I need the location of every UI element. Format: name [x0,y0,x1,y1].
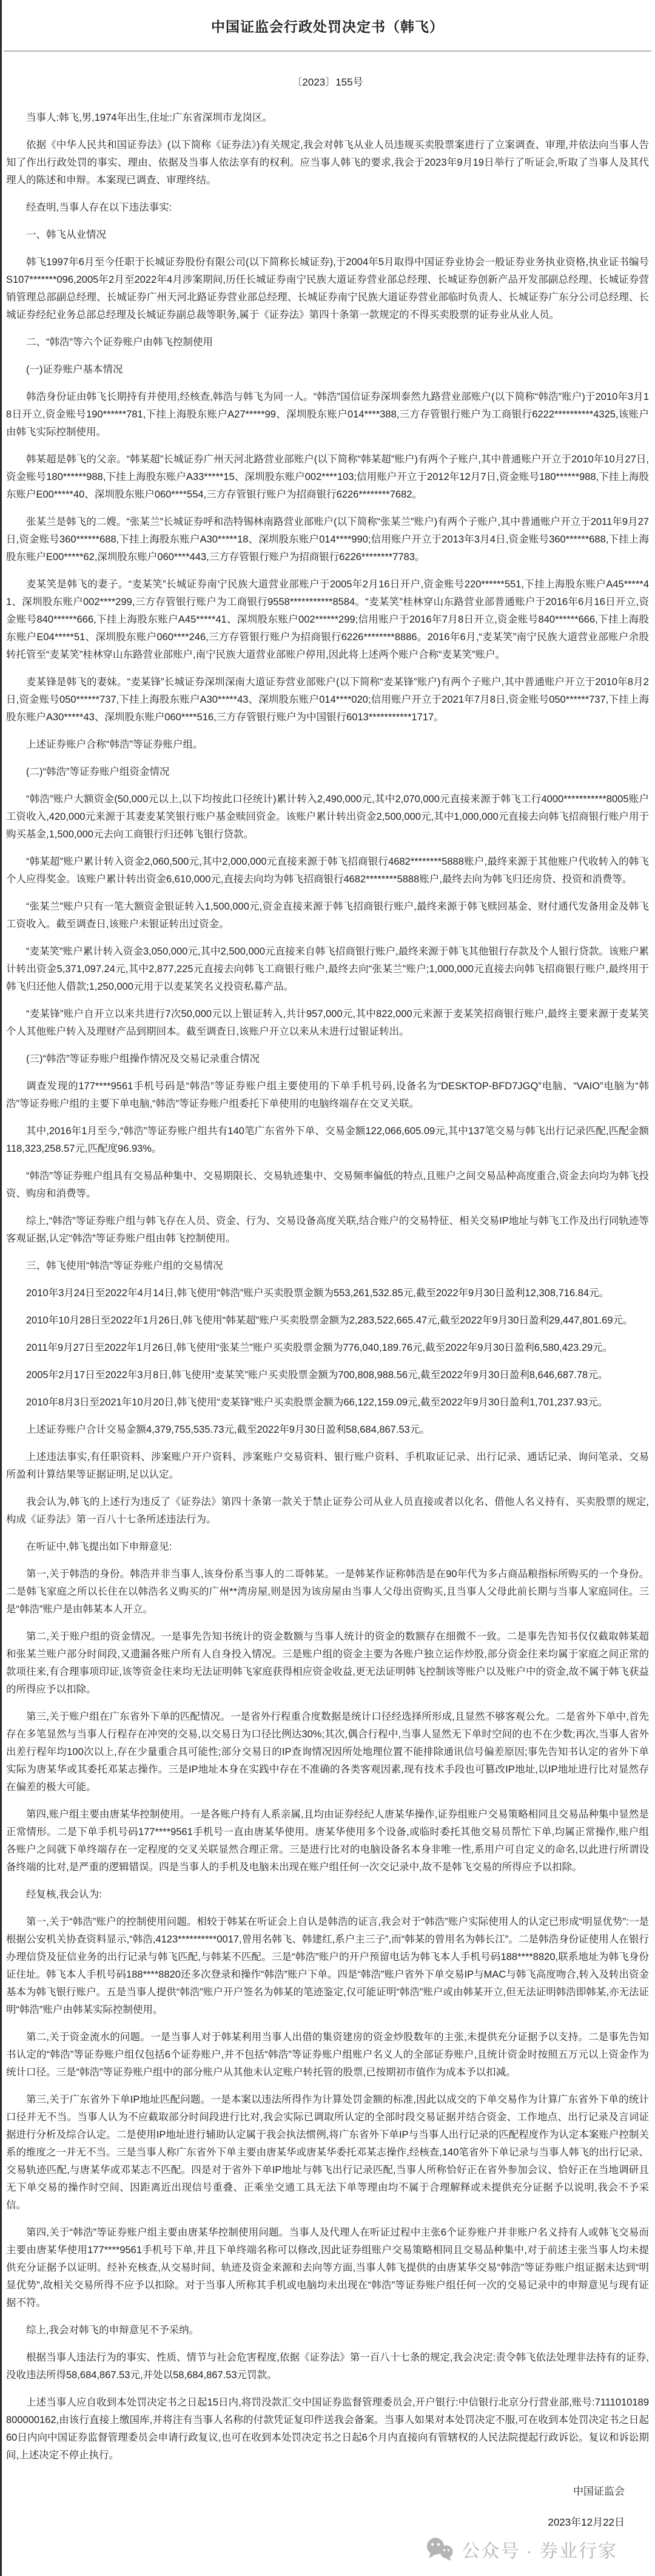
paragraph: 2010年10月28日至2022年1月26日,韩飞使用“韩某超”账户买卖股票金额为2,283,522,665.47元,截至2022年9月30日盈利29,447,801.69元。 [26,1315,633,1326]
paragraph: 麦某锋是韩飞的妻妹。“麦某锋”长城证券深圳深南大道证券营业部账户(以下简称“麦某锋”账户)有两个子账户,其中普通账户开立于2010年8月2日,资金账号050******737,下挂上海股东账户A30*****43、深圳股东账户014****020;信用账户开立于2021年7月8日,资金账号050******737,下挂上海股东账户A30*****43、深圳股东账户060****516,三方存管银行账户为中国银行6013***********1717。 [6,677,649,723]
paragraph: 在听证中,韩飞提出如下申辩意见: [26,1541,172,1552]
paragraph: 第三,关于广东省外下单IP地址匹配问题。一是本案以违法所得作为计算处罚金额的标准,因此以成交的下单交易作为计算广东省外下单的统计口径并无不当。当事人认为不应截取部分时间段进行比对,我会实际已调取所认定的全部时段交易证据并结合资金、工作地点、出行记录及言词证据进行分析及综合认定。二是使用IP地址进行辅助认定属于我会执法惯例,将广东省外下单IP与当事人出行记录的匹配程度作为认定本案账户控制关系的维度之一并无不当。三是当事人称广东省外下单主要由唐某华或唐某华委托邓某志操作,经核查,140笔省外下单记录与当事人韩飞的出行记录、交易轨迹匹配,与唐某华或邓某志不匹配。四是对于省外下单IP地址与韩飞出行记录匹配,当事人所称恰好正在省外参加会议、恰好正在当地调研且无下单交易的操作时空间、因距离近出现信号重叠、正乘坐交通工具无法下单等理由均不属于合理解释或未提供充分证据予以说明,我会不予采信。 [6,2094,649,2211]
paragraph: 第一,关于“韩浩”账户的控制使用问题。相较于韩某在听证会上自认是韩浩的证言,我会对于“韩浩”账户实际使用人的认定已形成“明显优势”:一是根据公安机关协查资料显示,“韩浩,4123**********0017,曾用名韩飞、韩建红,系户主三子”,而“韩某的曾用名为韩长江”。二是韩浩身份证使用人在银行办理信贷及征信业务的出行记录与韩飞匹配,与韩某不匹配。三是“韩浩”账户的开户预留电话为韩飞本人手机号码188****8820,联系地址为韩飞身份证住址。韩飞本人手机号码188****8820还多次登录和操作“韩浩”账户下单。四是“韩浩”账户省外下单交易IP与MAC与韩飞高度吻合,转入及转出资金基本为韩飞银行账户。五是当事人提供“韩浩”账户开户签名为韩某的笔迹鉴定,仅可能证明“韩浩”账户或由韩某开立,但无法证明韩浩即韩某,亦无法证明“韩浩”账户由韩某实际控制使用。 [6,1916,649,2015]
paragraph: (三)“韩浩”等证券账户组操作情况及交易记录重合情况 [26,1053,260,1064]
paragraph: 我会认为,韩飞的上述行为违反了《证券法》第四十条第一款关于禁止证券公司从业人员直接或者以化名、借他人名义持有、买卖股票的规定,构成《证券法》第一百八十七条所述违法行为。 [6,1496,649,1525]
document-body [0,89,655,2464]
paragraph: 第二,关于账户组的资金情况。一是事先告知书统计的资金数额与当事人统计的资金的数额存在细微不一致。二是事先告知书仅仅截取韩某超和张某兰账户部分时间段,又遗漏各账户所有人自身投入情况。三是账户组的资金主要为各账户独立运作炒股,部分资金往来均属于家庭之间正常的款项往来,有合理事项印证,该等资金往来均无法证明韩飞家庭获得相应资金收益,更无法证明韩飞控制该等账户以及账户中的资金,故不属于韩飞获益的所得应予以扣除。 [6,1631,649,1695]
paragraph: 依据《中华人民共和国证券法》(以下简称《证券法》)有关规定,我会对韩飞从业人员违规买卖股票案进行了立案调查、审理,并依法向当事人告知了作出行政处罚的事实、理由、依据及当事人依法享有的权利。应当事人韩飞的要求,我会于2023年9月19日举行了听证会,听取了当事人及其代理人的陈述和申辩。本案现已调查、审理终结。 [6,140,649,186]
paragraph: 韩浩身份证由韩飞长期持有并使用,经核查,韩浩与韩飞为同一人。“韩浩”国信证券深圳泰然九路营业部账户(以下简称“韩浩”账户)于2010年3月18日开立,资金账号190******781,下挂上海股东账户A27*****99、深圳股东账户014****388,三方存管银行账户为工商银行6222**********4325,该账户由韩飞实际控制使用。 [6,391,649,438]
document-footer [0,2483,655,2563]
paragraph: 上述违法事实,有任职资料、涉案账户开户资料、涉案账户交易资料、银行账户资料、手机取证记录、出行记录、通话记录、询问笔录、交易所盈利计算结果等证据证明,足以认定。 [6,1452,649,1480]
paragraph: 其中,2016年1月至今,“韩浩”等证券账户组共有140笔广东省外下单、交易金额122,066,605.09元,其中137笔交易与韩飞出行记录匹配,匹配金额118,323,258.57元,匹配度96.93%。 [6,1126,649,1154]
paragraph: 当事人:韩飞,男,1974年出生,住址:广东省深圳市龙岗区。 [26,112,273,123]
issue-date: 2023年12月22日 [548,2517,625,2528]
paragraph: 第四,关于“韩浩”等证券账户组主要由唐某华控制使用问题。当事人及代理人在听证过程中主张6个证券账户并非账户名义持有人或韩飞交易而主要由唐某华使用177****9561手机号下单,并且下单终端名称可以修改,因此证券组账户交易策略相同且交易品种集中,对于前述主张当事人均未提供充分证据予以证明。经补充核查,从交易时间、轨迹及资金来源和去向等方面,当事人韩飞提供的由唐某华交易“韩浩”等证券账户组证据未达到“明显优势”,故相关交易所得不应予以扣除。对于当事人所称其手机或电脑均未出现在“韩浩”等证券账户组任何一次的交易记录中的申辩意见与现有证据不符。 [6,2227,649,2308]
paragraph: 三、韩飞使用“韩浩”等证券账户组的交易情况 [26,1260,223,1271]
paragraph: 韩飞1997年6月至今任职于长城证券股份有限公司(以下简称长城证券),于2004年5月取得中国证券业协会一般证券业务执业资格,执业证书编号S107*******096,2005年2月至2022年4月涉案期间,历任长城证券南宁民族大道证券营业部总经理、长城证券创新产品开发部副总经理、长城证券营销管理总部副总经理、长城证券广州天河北路证券营业部总经理、长城证券南宁民族大道证券营业部临时负责人、长城证券广东分公司总经理、长城证券经纪业务总部总经理及长城证券副总裁等职务,属于《证券法》第四十条第一款规定的不得买卖股票的证券业从业人员。 [6,257,649,320]
scan-edge-artifact [0,0,2,2576]
paragraph: 综上,“韩浩”等证券账户组与韩飞存在人员、资金、行为、交易设备高度关联,结合账户的交易特征、相关交易IP地址与韩飞工作及出行同轨迹等客观证据,认定“韩浩”等证券账户组由韩飞控制使用。 [6,1215,649,1244]
paragraph: 第四,账户组主要由唐某华控制使用。一是各账户持有人系亲属,且均由证券经纪人唐某华操作,证券组账户交易策略相同且交易品种集中显然是正常情形。二是下单手机号码177****9561手机号一直由唐某华使用。唐某华使用多个设备,或临时委托其他交易员帮忙下单,均属正常操作,账户组各账户之间就下单终端存在一定程度的交叉关联显然合理正常。三是进行比对的电脑设备名本身非唯一性,系用户可自定义的命名,以此进行所谓设备终端的比对,是严重的逻辑错误。四是当事人的手机及电脑未出现在账户组任何一次交记录中,故不是韩飞交易的所得应予以扣除。 [6,1809,649,1873]
paragraph: 上述证券账户合称“韩浩”等证券账户组。 [26,739,203,750]
watermark [6,2536,649,2563]
paragraph: 经复核,我会认为: [26,1889,102,1900]
paragraph: “麦某笑”账户累计转入资金3,050,000元,其中2,500,000元直接来自韩飞招商银行账户,最终来源于韩飞其他银行存款及个人银行贷款。该账户累计转出资金5,371,097.24元,其中2,877,225元直接去向韩飞工商银行账户,最终去向“张某兰”账户;1,000,000元直接去向韩飞招商银行账户,最终用于韩飞归还他人借款;1,250,000元用于以麦某笑名义投资私募产品。 [6,946,649,992]
paragraph: “张某兰”账户只有一笔大额资金银证转入1,500,000元,资金直接来源于韩飞招商银行账户,最终来源于韩飞赎回基金、财付通代发备用金及韩飞工资收入。截至调查日,该账户未银证转出过资金。 [6,901,649,930]
watermark-text: 公众号 · 券业行家 [462,2541,617,2561]
paragraph: 2010年3月24日至2022年4月14日,韩飞使用“韩浩”账户买卖股票金额为553,261,532.85元,截至2022年9月30日盈利12,308,716.84元。 [26,1288,610,1299]
paragraph: 综上,我会对韩飞的申辩意见不予采纳。 [26,2325,200,2336]
paragraph: 二、“韩浩”等六个证券账户由韩飞控制使用 [26,337,213,348]
paragraph: 第一,关于韩浩的身份。韩浩并非当事人,该身份系当事人的二哥韩某。一是韩某作证称韩浩是在90年代为多占商品粮指标所购买的一个身份。二是韩飞家庭之所以长住在以韩浩名义购买的广州**湾房屋,则是因为该房屋由当事人父母出资购买,且当事人父母此前长期与当事人家庭同住。三是“韩浩”账户是由韩某本人开立。 [6,1569,649,1615]
paragraph: (二)“韩浩”等证券账户组资金情况 [26,766,170,777]
page-title: 中国证监会行政处罚决定书（韩飞） [211,19,444,35]
paragraph: 第二,关于资金流水的问题。一是当事人对于韩某利用当事人出借的集资建房的资金炒股数年的主张,未提供充分证据予以支持。二是事先告知书认定的“韩浩”等证券账户组仅包括6个证券账户,并不包括“韩浩”等证券账户组账户名义人的全部证券账户,且统计资金时按照五万元以上资金作为统计口径。三是“韩浩”等证券账户组中的部分账户从其他未认定账户转托管的股票,已按期初市值作为成本予以扣减。 [6,2032,649,2078]
paragraph: (一)证券账户基本情况 [26,364,123,375]
paragraph: 上述证券账户合计交易金额4,379,755,535.73元,截至2022年9月30日盈利58,684,867.53元。 [26,1424,430,1435]
paragraph: 第三,关于账户组在广东省外下单的匹配情况。一是省外行程重合度数据是统计口径经选择所形成,且显然不够客观公允。二是省外下单中,首先存在多笔显然与当事人行程存在冲突的交易,以交易日为口径比例达30%;其次,偶合行程中,当事人显然无下单时空间的也不在少数;再次,当事人省外出差行程年均100次以上,存在少量重合具可能性;部分交易日的IP查询情况因所处地理位置不能排除通讯信号偏差原因;事先告知书认定的省外下单实际为唐某华或其委托邓某志操作。三是IP地址本身在实践中存在不准确的各类客观因素,现有技术手段也可篡改IP地址,以IP地址进行比对显然存在偏差的极大可能。 [6,1711,649,1793]
paragraph: 根据当事人违法行为的事实、性质、情节与社会危害程度,依据《证券法》第一百八十七条的规定,我会决定:责令韩飞依法处理非法持有的证券,没收违法所得58,684,867.53元,并处以58,684,867.53元罚款。 [6,2352,649,2381]
paragraph: 2005年2月17日至2022年3月8日,韩飞使用“麦某笑”账户买卖股票金额为700,808,988.56元,截至2022年9月30日盈利8,646,687.78元。 [26,1370,608,1381]
paragraph: “韩浩”账户大额资金(50,000元以上,以下均按此口径统计)累计转入2,490,000元,其中2,070,000元直接来源于韩飞工行4000***********8005账户工资收入,420,000元来源于其妻麦某笑银行账户基金赎回资金。该账户累计转出资金2,500,000元,其中1,000,000元直接去向韩飞招商银行账户用于购买基金,1,500,000元去向工商银行归还韩飞银行贷款。 [6,794,649,840]
paragraph: “韩某超”账户累计转入资金2,060,500元,其中2,000,000元直接来源于韩飞招商银行4682********5888账户,最终来源于其他账户代收转入的韩飞个人应得奖金。该账户累计转出资金6,610,000元,直接去向均为韩飞招商银行4682********5888账户,最终去向为韩飞归还房贷、投资和消费等。 [6,856,649,885]
title-divider [4,50,651,52]
paragraph: 一、韩飞从业情况 [26,229,106,240]
paragraph: 麦某笑是韩飞的妻子。“麦某笑”长城证券南宁民族大道营业部账户于2005年2月16日开户,资金账号220******551,下挂上海股东账户A45*****41、深圳股东账户002****299,三方存管银行账户为工商银行9558***********8584。“麦某笑”桂林穿山东路营业部普通账户于2016年6月16日开立,资金账号840******666,下挂上海股东账户A45*****41、深圳股东账户002******299;信用账户于2016年7月8日开立,资金账号840******666,下挂上海股东账户E04*****51、深圳股东账户060****246,三方存管银行账户为招商银行6226********8886。2016年6月,“麦某笑”南宁民族大道营业部账户余股转托管至“麦某笑”桂林穿山东路营业部账户,南宁民族大道营业部账户停用,因此将上述两个账户合称“麦某笑”账户。 [6,579,649,660]
paragraph: “麦某锋”账户自开立以来共进行7次50,000元以上银证转入,共计957,000元,其中822,000元来源于麦某笑招商银行账户,最终主要来源于麦某笑个人其他账户转入及理财产品到期回本。截至调查日,该账户开立以来从未进行过银证转出。 [6,1009,649,1037]
paragraph: 调查发现的177****9561手机号码是“韩浩”等证券账户组主要使用的下单手机号码,设备名为“DESKTOP-BFD7JGQ”电脑、“VAIO”电脑为“韩浩”等证券账户组的主要下单电脑,“韩浩”等证券账户组委托下单使用的电脑终端存在交叉关联。 [6,1081,649,1109]
paragraph: 2011年9月27日至2022年1月26日,韩飞使用“张某兰”账户买卖股票金额为776,040,189.76元,截至2022年9月30日盈利6,580,423.29元。 [26,1342,613,1353]
wechat-icon [425,2537,454,2561]
issuer-signature: 中国证监会 [573,2486,625,2497]
paragraph: “韩浩”等证券账户组具有交易品种集中、交易期限长、交易轨迹集中、交易频率偏低的特点,且账户之间交易品种高度重合,资金去向均为韩飞投资、购房和消费等。 [6,1171,649,1199]
paragraph: 经查明,当事人存在以下违法事实: [26,202,172,213]
paragraph: 韩某超是韩飞的父亲。“韩某超”长城证券广州天河北路营业部账户(以下简称“韩某超”账户)有两个子账户,其中普通账户开立于2010年10月27日,资金账号180******988,下挂上海股东账户A33*****15、深圳股东账户002****103;信用账户开立于2012年12月7日,资金账号180******988,下挂上海股东账户E00*****40、深圳股东账户060****554,三方存管银行账户为招商银行6226********7682。 [6,454,649,500]
paragraph: 上述当事人应自收到本处罚决定书之日起15日内,将罚没款汇交中国证券监督管理委员会,开户银行:中信银行北京分行营业部,账号:7111010189800000162,由该行直接上缴国库,并将注有当事人名称的付款凭证复印件送我会备案。当事人如果对本处罚决定不服,可在收到本处罚决定书之日起60日内向中国证券监督管理委员会申请行政复议,也可在收到本处罚决定书之日起6个月内直接向有管辖权的人民法院提起行政诉讼。复议和诉讼期间,上述决定不停止执行。 [6,2397,649,2461]
paragraph: 2010年8月3日至2021年10月20日,韩飞使用“麦某锋”账户买卖股票金额为66,122,159.09元,截至2022年9月30日盈利1,701,237.93元。 [26,1397,608,1408]
document-number: 〔2023〕155号 [292,76,363,88]
paragraph: 张某兰是韩飞的二嫂。“张某兰”长城证券呼和浩特锡林南路营业部账户(以下简称“张某兰”账户)有两个子账户,其中普通账户开立于2011年9月27日,资金账号360******688,下挂上海股东账户A30*****18、深圳股东账户014****990;信用账户开立于2013年3月4日,资金账号360******688,下挂上海股东账户E00*****62,深圳股东账户060****443,三方存管银行账户为招商银行6226********7783。 [6,516,649,563]
